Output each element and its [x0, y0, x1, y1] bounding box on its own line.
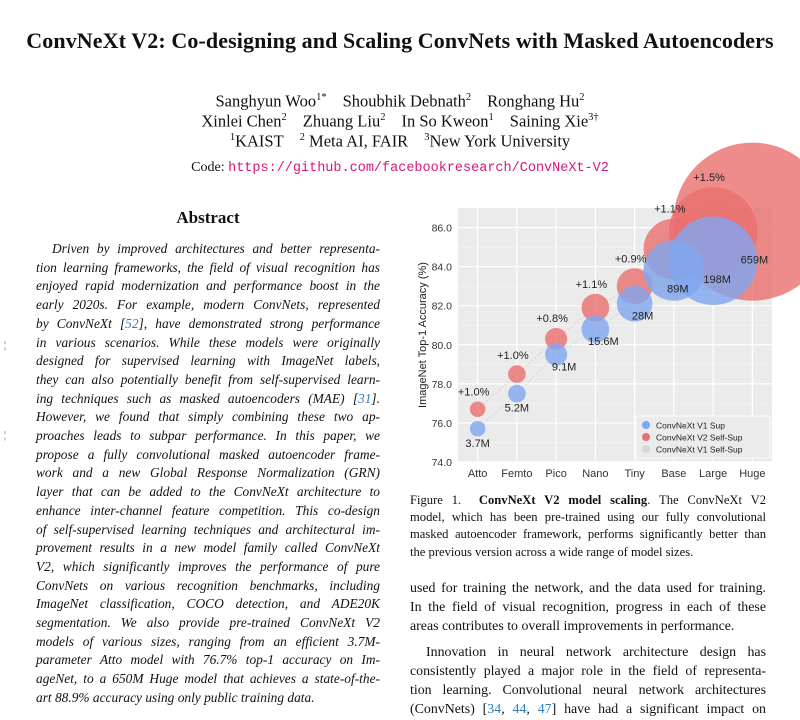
x-tick-label: Base: [661, 468, 687, 480]
body-line: areas contributes to overall improvements in performance.: [410, 618, 735, 634]
legend-swatch: [642, 421, 650, 429]
abstract-line: early 2020s. For example, modern ConvNets, represented: [36, 297, 380, 313]
author-name: In So Kweon: [401, 111, 489, 131]
abstract-line: layer that can be added to the ConvNeXt architecture to: [36, 484, 380, 500]
caption-bold: ConvNeXt V2 model scaling: [478, 493, 648, 507]
caption-line: masked autoencoder framework, performs significantly better than: [410, 527, 766, 542]
citation-link[interactable]: 34: [487, 701, 502, 717]
author-sup: 1*: [316, 92, 327, 103]
body-line: used for training the network, and the data used for training.: [410, 581, 766, 596]
gain-label: +1.0%: [457, 386, 490, 399]
abstract-line: they can also potentially benefit from self-supervised learn-: [36, 371, 380, 387]
abstract-line: art 88.9% accuracy using only public training data.: [36, 689, 315, 705]
x-tick-label: Huge: [739, 468, 766, 480]
abstract-line: ing techniques such as masked autoencoders (MAE) [31].: [36, 390, 380, 406]
abstract-line: work and a new Global Response Normalization (GRN): [36, 465, 380, 481]
legend-label: ConvNeXt V1 Sup: [656, 420, 725, 431]
margin-mark: ¦: [4, 430, 7, 441]
abstract-line: by ConvNeXt [52], have demonstrated strong performance: [36, 315, 380, 331]
affiliation-name: KAIST: [235, 131, 284, 151]
author-sup: 2: [465, 92, 472, 103]
abstract-heading: Abstract: [176, 208, 240, 227]
x-tick-label: Pico: [545, 468, 567, 480]
x-tick-label: Femto: [501, 468, 533, 480]
abstract-line: segmentation. We also provide pre-trained ConvNeXt V2: [36, 615, 380, 631]
body-line: tion learning. Convolutional neural network architectures: [410, 682, 766, 698]
y-tick-label: 84.0: [431, 261, 452, 274]
affiliations: [0, 128, 800, 152]
margin-mark: ¦: [4, 340, 7, 351]
y-tick-label: 86.0: [431, 222, 452, 235]
param-label: 15.6M: [588, 336, 619, 349]
body-line: Innovation in neural network architecture design has: [426, 645, 766, 661]
affiliation-sup: 2: [299, 132, 305, 143]
abstract-line: ImageNet classification, COCO detection, and ADE20K: [36, 596, 380, 612]
y-tick-label: 74.0: [431, 457, 452, 469]
affiliation-sup: 1: [229, 132, 236, 143]
code-link-line: [0, 160, 800, 176]
param-label: 659M: [740, 254, 769, 267]
gain-label: +1.1%: [654, 203, 686, 216]
caption-label: Figure 1.: [410, 493, 462, 507]
citation-link[interactable]: 47: [537, 701, 552, 717]
gain-label: +1.1%: [575, 278, 608, 291]
paper-title: ConvNeXt V2: Co-designing and Scaling ConvNets with Masked Autoencoders: [26, 28, 774, 53]
y-tick-label: 82.0: [431, 300, 452, 313]
y-axis-label: ImageNet Top-1 Accuracy (%): [417, 262, 429, 408]
gain-label: +1.5%: [693, 172, 725, 185]
y-tick-label: 78.0: [431, 378, 452, 391]
author-name: Saining Xie: [509, 111, 589, 131]
caption-rest: . The ConvNeXt V2: [647, 493, 767, 507]
data-point: [508, 365, 526, 383]
param-label: 9.1M: [551, 361, 577, 374]
x-tick-label: Tiny: [624, 468, 645, 480]
abstract-line: Driven by improved architectures and better representa-: [52, 241, 380, 256]
data-point: [508, 385, 526, 403]
x-tick-label: Nano: [582, 468, 609, 480]
author-sup: 2: [579, 92, 585, 103]
param-label: 5.2M: [504, 402, 530, 415]
data-point: [470, 401, 486, 417]
gain-label: +1.0%: [497, 350, 529, 363]
abstract-line: enjoyed rapid modernization and performance boost in the: [36, 278, 380, 294]
author-sup: 2: [380, 112, 386, 123]
affiliation-name: New York University: [429, 131, 571, 151]
gain-label: +0.8%: [536, 312, 568, 325]
body-line: (ConvNets) [34, 44, 47] have had a significant impact on: [410, 701, 766, 717]
y-tick-label: 76.0: [431, 417, 452, 430]
author-sup: 1: [488, 112, 494, 123]
author-name: Xinlei Chen: [201, 111, 282, 131]
abstract-line: of self-supervised learning techniques and architectural im-: [36, 521, 380, 537]
model-scaling-chart: [410, 172, 780, 485]
abstract-line: proaches leads to subpar performance. In this paper, we: [36, 428, 380, 444]
author-sup: 2: [281, 112, 287, 123]
legend-swatch: [642, 445, 650, 453]
abstract-line: models of various sizes, ranging from an efficient 3.7M-: [36, 633, 380, 649]
abstract-line: However, we found that simply combining these two ap-: [36, 409, 380, 425]
x-tick-label: Large: [699, 468, 728, 480]
legend-label: ConvNeXt V1 Self-Sup: [656, 444, 743, 455]
author-sup: 3†: [588, 112, 599, 123]
abstract-line: parameter Atto model with 76.7% top-1 accuracy on Im-: [36, 652, 380, 668]
x-tick-label: Atto: [467, 468, 488, 480]
citation-link[interactable]: 44: [512, 701, 527, 717]
param-label: 89M: [667, 283, 689, 296]
abstract-line: enhance inter-channel feature competition. This co-design: [36, 502, 380, 518]
abstract-line: V2, which significantly improves the performance of pure: [36, 558, 380, 574]
legend-label: ConvNeXt V2 Self-Sup: [656, 432, 743, 443]
param-label: 3.7M: [465, 437, 490, 450]
body-line: consistently played a major role in the field of representa-: [410, 664, 766, 680]
param-label: 28M: [631, 310, 654, 323]
abstract-line: ageNet, to a 650M Huge model that achieves a state-of-the-: [36, 671, 380, 687]
code-url-link[interactable]: https://github.com/facebookresearch/ConvNeXt-V2: [228, 161, 609, 176]
abstract-line: provement results in a new model family called ConvNeXt: [36, 540, 380, 556]
caption-line: model, which has been pre-trained using our fully convolutional: [410, 510, 766, 525]
abstract-body: [36, 240, 380, 708]
author-name: Sanghyun Woo: [215, 91, 317, 111]
affiliation-name: Meta AI, FAIR: [304, 131, 409, 151]
abstract-line: propose a fully convolutional masked autoencoder frame-: [36, 446, 380, 462]
abstract-line: tion learning frameworks, the field of visual recognition has: [36, 259, 380, 275]
legend-swatch: [642, 433, 650, 441]
author-name: Ronghang Hu: [487, 91, 580, 111]
body-line: In the field of visual recognition, progress in each of these: [410, 599, 766, 615]
abstract-line: in various scenarios. While these models were originally: [36, 334, 380, 350]
caption-line: the previous version across a wide range of model sizes.: [410, 544, 694, 559]
citation-link[interactable]: 31: [358, 390, 372, 406]
data-point: [470, 421, 486, 437]
citation-link[interactable]: 52: [125, 315, 139, 331]
gain-label: +0.9%: [614, 253, 647, 266]
abstract-line: ConvNets on various recognition benchmarks, including: [36, 577, 380, 593]
author-name: Shoubhik Debnath: [342, 91, 466, 111]
param-label: 198M: [703, 273, 731, 286]
code-label: Code:: [191, 160, 225, 175]
y-tick-label: 80.0: [431, 339, 452, 352]
affiliation-sup: 3: [424, 132, 430, 143]
abstract-line: designed for supervised learning with ImageNet labels,: [36, 353, 380, 369]
author-name: Zhuang Liu: [302, 111, 381, 131]
intro-text: [410, 580, 766, 720]
figure-caption: [410, 492, 766, 561]
